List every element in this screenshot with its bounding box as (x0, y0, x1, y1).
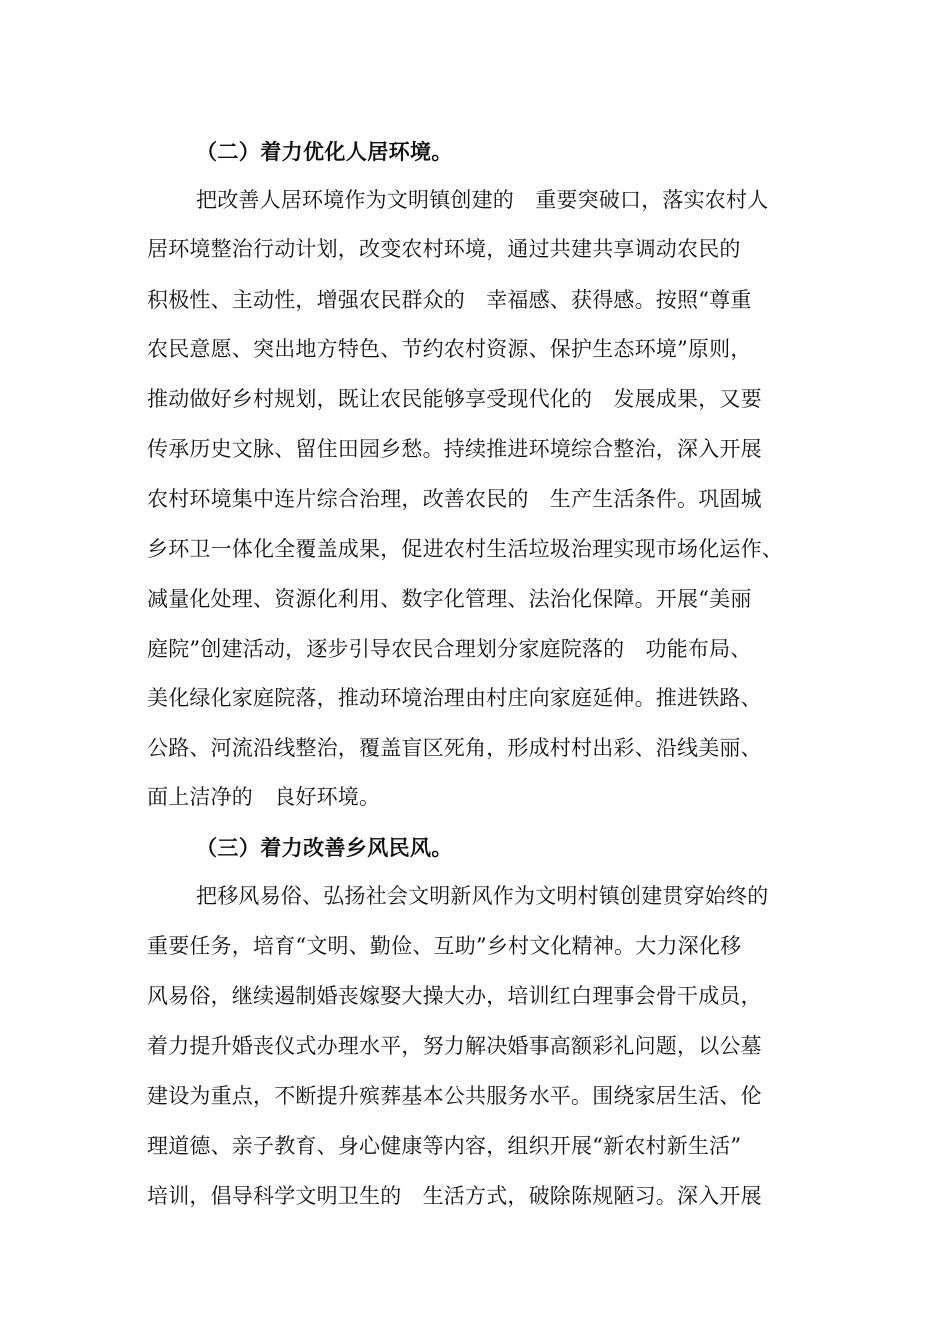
section-heading-3: （三）着力改善乡风民风。 (196, 835, 453, 860)
paragraph-line: 着力提升婚丧仪式办理水平，努力解决婚事高额彩礼问题，以公墓 (147, 1034, 762, 1058)
paragraph-line: 农民意愿、突出地方特色、节约农村资源、保护生态环境”原则， (147, 337, 752, 361)
paragraph-line: 庭院”创建活动，逐步引导农民合理划分家庭院落的 功能布局、 (147, 637, 752, 661)
paragraph-line: 培训，倡导科学文明卫生的 生活方式，破除陈规陋习。深入开展 (147, 1184, 762, 1208)
paragraph-line: 减量化处理、资源化利用、数字化管理、法治化保障。开展“美丽 (147, 587, 752, 611)
section-heading-2: （二）着力优化人居环境。 (196, 139, 453, 164)
paragraph-line: 重要任务，培育“文明、勤俭、互助”乡村文化精神。大力深化移 (147, 934, 742, 958)
paragraph-line: 传承历史文脉、留住田园乡愁。持续推进环境综合整治，深入开展 (147, 437, 762, 461)
paragraph-line: 风易俗，继续遏制婚丧嫁娶大操大办，培训红白理事会骨干成员， (147, 984, 762, 1008)
paragraph-line: 把移风易俗、弘扬社会文明新风作为文明村镇创建贯穿始终的 (196, 884, 769, 908)
paragraph-line: 推动做好乡村规划，既让农民能够享受现代化的 发展成果，又要 (147, 387, 762, 411)
paragraph-line: 美化绿化家庭院落，推动环境治理由村庄向家庭延伸。推进铁路、 (147, 686, 762, 710)
paragraph-line: 建设为重点，不断提升殡葬基本公共服务水平。围绕家居生活、伦 (147, 1084, 762, 1108)
paragraph-line: 农村环境集中连片综合治理，改善农民的 生产生活条件。巩固城 (147, 487, 762, 511)
paragraph-line: 面上洁净的 良好环境。 (147, 785, 381, 809)
paragraph-line: 积极性、主动性，增强农民群众的 幸福感、获得感。按照“尊重 (147, 288, 752, 312)
paragraph-line: 理道德、亲子教育、身心健康等内容，组织开展“新农村新生活” (147, 1134, 742, 1158)
paragraph-line: 公路、河流沿线整治，覆盖盲区死角，形成村村出彩、沿线美丽、 (147, 736, 762, 760)
paragraph-line: 把改善人居环境作为文明镇创建的 重要突破口，落实农村人 (196, 188, 769, 212)
paragraph-line: 乡环卫一体化全覆盖成果，促进农村生活垃圾治理实现市场化运作、 (147, 537, 783, 561)
paragraph-line: 居环境整治行动计划，改变农村环境，通过共建共享调动农民的 (147, 237, 741, 261)
